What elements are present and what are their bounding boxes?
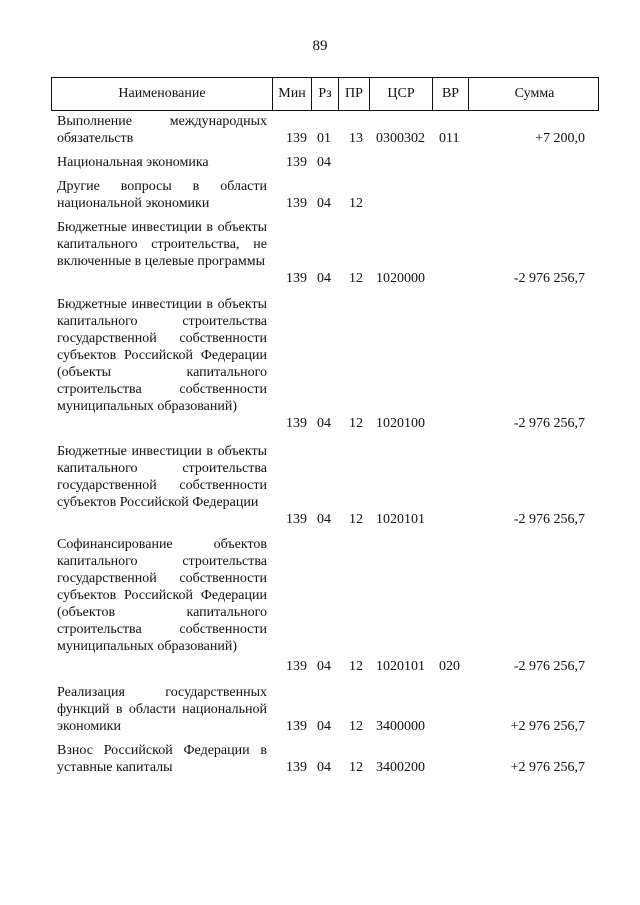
row-min: 139 [286,760,307,775]
row-rz: 01 [317,131,331,146]
table-row [0,113,640,154]
column-header-name: Наименование [52,78,273,110]
row-name: Бюджетные инвестиции в объекты капитального строительства государственной собственности субъектов Российской Федерации [57,444,267,510]
row-csr: 0300302 [376,131,425,146]
row-name: Софинансирование объектов капитального строительства государственной собственности субъектов Российской Федерации (объектов капитального строительства собственности муниципальных образований) [57,537,267,654]
row-name: Бюджетные инвестиции в объекты капитального строительства государственной собственности субъектов Российской Федерации (объекты капитального строительства собственности муниципальных образований) [57,297,267,414]
row-name: Другие вопросы в области национальной экономики [57,179,267,211]
table-row [0,178,640,219]
row-rz: 04 [317,196,331,211]
column-header-rz: Рз [312,78,339,110]
row-rz: 04 [317,416,331,431]
column-header-csr: ЦСР [370,78,433,110]
row-name: Бюджетные инвестиции в объекты капитального строительства, не включенные в целевые программы [57,220,267,269]
row-min: 139 [286,416,307,431]
row-sum: +2 976 256,7 [510,719,585,734]
table-row [0,742,640,782]
row-pr: 12 [349,416,363,431]
row-csr: 3400200 [376,760,425,775]
row-pr: 12 [349,760,363,775]
row-rz: 04 [317,760,331,775]
row-csr: 3400000 [376,719,425,734]
table-row [0,443,640,536]
row-sum: -2 976 256,7 [513,512,585,527]
row-min: 139 [286,659,307,674]
row-name: Выполнение международных обязательств [57,114,267,146]
row-sum: +2 976 256,7 [510,760,585,775]
row-min: 139 [286,155,307,170]
row-rz: 04 [317,659,331,674]
column-header-vr: ВР [433,78,469,110]
row-pr: 12 [349,196,363,211]
table-row [0,154,640,178]
row-pr: 12 [349,512,363,527]
page-number: 89 [312,38,328,54]
row-min: 139 [286,196,307,211]
row-vr: 020 [439,659,460,674]
row-rz: 04 [317,155,331,170]
row-pr: 12 [349,271,363,286]
row-rz: 04 [317,719,331,734]
row-sum: -2 976 256,7 [513,416,585,431]
row-min: 139 [286,131,307,146]
row-pr: 12 [349,659,363,674]
table-header [51,77,599,111]
row-sum: -2 976 256,7 [513,659,585,674]
row-csr: 1020100 [376,416,425,431]
row-sum: +7 200,0 [535,131,585,146]
row-min: 139 [286,719,307,734]
column-header-pr: ПР [339,78,370,110]
row-rz: 04 [317,512,331,527]
row-csr: 1020101 [376,659,425,674]
table-row [0,219,640,296]
row-min: 139 [286,271,307,286]
row-pr: 13 [349,131,363,146]
table-row [0,536,640,684]
table-row [0,684,640,742]
row-pr: 12 [349,719,363,734]
row-rz: 04 [317,271,331,286]
row-min: 139 [286,512,307,527]
row-csr: 1020000 [376,271,425,286]
row-name: Реализация государственных функций в области национальной экономики [57,685,267,734]
row-name: Национальная экономика [57,155,209,170]
row-csr: 1020101 [376,512,425,527]
row-sum: -2 976 256,7 [513,271,585,286]
row-vr: 011 [439,131,460,146]
table-body [0,113,640,782]
table-row [0,296,640,443]
row-name: Взнос Российской Федерации в уставные капиталы [57,743,267,775]
column-header-sum: Сумма [514,86,555,101]
column-header-min: Мин [273,78,312,110]
